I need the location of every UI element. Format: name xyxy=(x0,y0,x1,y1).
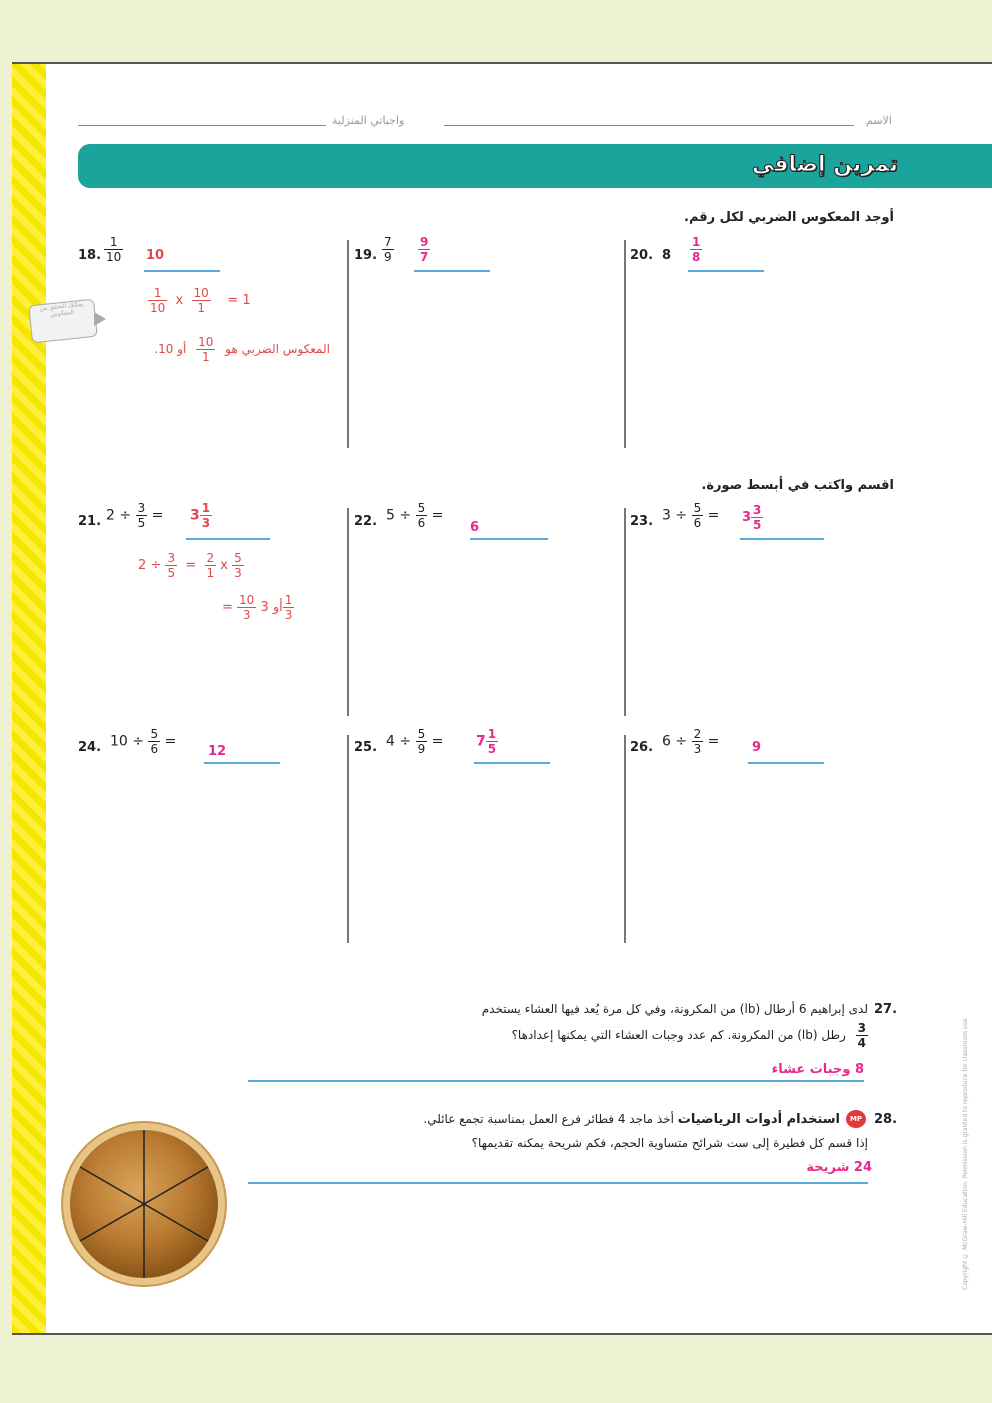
yellow-margin-stripe xyxy=(12,64,46,1333)
problem-number: 28. xyxy=(874,1112,898,1127)
name-line xyxy=(444,125,854,126)
answer-line[interactable] xyxy=(186,538,270,540)
section2-instruction: اقسم واكتب في أبسط صورة. xyxy=(701,478,894,493)
answer-line[interactable] xyxy=(248,1080,864,1082)
divider xyxy=(347,508,349,716)
problem-expression: $\frac{7}{9}$ xyxy=(384,235,392,264)
work-18-line1: $\frac{1}{10}$ x $\frac{10}{1}$ = 1 xyxy=(150,286,251,315)
problem-expression: 2 ÷ $\frac{3}{5}$ = xyxy=(106,501,164,530)
problem-number: 18. xyxy=(78,248,102,263)
problem-28-line2: إذا قسم كل فطيرة إلى ست شرائح متساوية الحجم، فكم شريحة يمكنه تقديمها؟ xyxy=(471,1136,868,1150)
problem-whole: 8 xyxy=(662,248,672,263)
math-practice-badge: MP xyxy=(846,1110,866,1128)
answer-line[interactable] xyxy=(748,762,824,764)
header-section-label: واجباتي المنزلية xyxy=(332,114,405,127)
problem-number: 24. xyxy=(78,740,102,755)
problem-expression: $\frac{1}{10}$ xyxy=(106,235,122,264)
answer-line[interactable] xyxy=(144,270,220,272)
divider xyxy=(624,735,626,943)
callout-arrow-icon xyxy=(94,312,106,326)
answer-21: 3 $\frac{1}{3}$ xyxy=(190,501,211,530)
problem-number: 20. xyxy=(630,248,654,263)
problem-27-line1: لدى إبراهيم 6 أرطال (lb) من المكرونة، وفي كل مرة يُعد فيها العشاء يستخدم xyxy=(481,1002,868,1016)
problem-number: 21. xyxy=(78,514,102,529)
answer-19: $\frac{9}{7}$ xyxy=(420,235,429,264)
problem-number: 27. xyxy=(874,1002,898,1017)
problem-number: 23. xyxy=(630,514,654,529)
problem-27-line2: $\frac{3}{4}$ رطل (lb) من المكرونة. كم عدد وجبات العشاء التي يمكنها إعدادها؟ xyxy=(511,1021,866,1050)
problem-expression: 10 ÷ $\frac{5}{6}$ = xyxy=(110,727,177,756)
answer-line[interactable] xyxy=(204,762,280,764)
copyright-notice: Copyright © McGraw-Hill Education. Permission is granted to reproduce for classroom use. xyxy=(962,1016,969,1290)
answer-27: 8 وجبات عشاء xyxy=(771,1062,864,1077)
answer-26: 9 xyxy=(752,740,762,755)
answer-24: 12 xyxy=(208,744,227,759)
problem-expression: 4 ÷ $\frac{5}{9}$ = xyxy=(386,727,444,756)
work-21-line2: = $\frac{10}{3}$ أو 3 $\frac{1}{3}$ xyxy=(222,593,293,622)
answer-line[interactable] xyxy=(470,538,548,540)
answer-line[interactable] xyxy=(740,538,824,540)
work-18-line2: المعكوس الضربي هو $\frac{10}{1}$ أو 10. xyxy=(154,335,330,364)
page-title: تمرين إضافي xyxy=(751,152,898,177)
hint-callout: يمكنك التحقق من المعكوس xyxy=(28,299,98,344)
divider xyxy=(347,735,349,943)
section1-instruction: أوجد المعكوس الضربي لكل رقم. xyxy=(684,210,894,225)
answer-22: 6 xyxy=(470,520,480,535)
divider xyxy=(624,240,626,448)
problem-number: 19. xyxy=(354,248,378,263)
answer-line[interactable] xyxy=(248,1182,868,1184)
header-line xyxy=(78,125,326,126)
answer-25: 7 $\frac{1}{5}$ xyxy=(476,727,497,756)
problem-expression: 6 ÷ $\frac{2}{3}$ = xyxy=(662,727,720,756)
problem-28-line1: استخدام أدوات الرياضيات أخذ ماجد 4 فطائر فرع العمل بمناسبة تجمع عائلي. xyxy=(423,1112,840,1127)
answer-line[interactable] xyxy=(414,270,490,272)
problem-number: 22. xyxy=(354,514,378,529)
answer-18: 10 xyxy=(146,248,165,263)
divider xyxy=(347,240,349,448)
problem-number: 26. xyxy=(630,740,654,755)
answer-line[interactable] xyxy=(474,762,550,764)
pie-illustration xyxy=(58,1118,230,1290)
answer-23: 3 $\frac{3}{5}$ xyxy=(742,503,762,532)
header-name-label: الاسم xyxy=(866,114,892,127)
divider xyxy=(624,508,626,716)
problem-expression: 3 ÷ $\frac{5}{6}$ = xyxy=(662,501,720,530)
problem-number: 25. xyxy=(354,740,378,755)
problem-expression: 5 ÷ $\frac{5}{6}$ = xyxy=(386,501,444,530)
answer-20: $\frac{1}{8}$ xyxy=(692,235,701,264)
work-21-line1: 2 ÷ $\frac{3}{5}$ = $\frac{2}{1}$ x $\frac{5}{3}$ xyxy=(138,551,242,580)
answer-line[interactable] xyxy=(688,270,764,272)
answer-28: 24 شريحة xyxy=(806,1160,872,1175)
